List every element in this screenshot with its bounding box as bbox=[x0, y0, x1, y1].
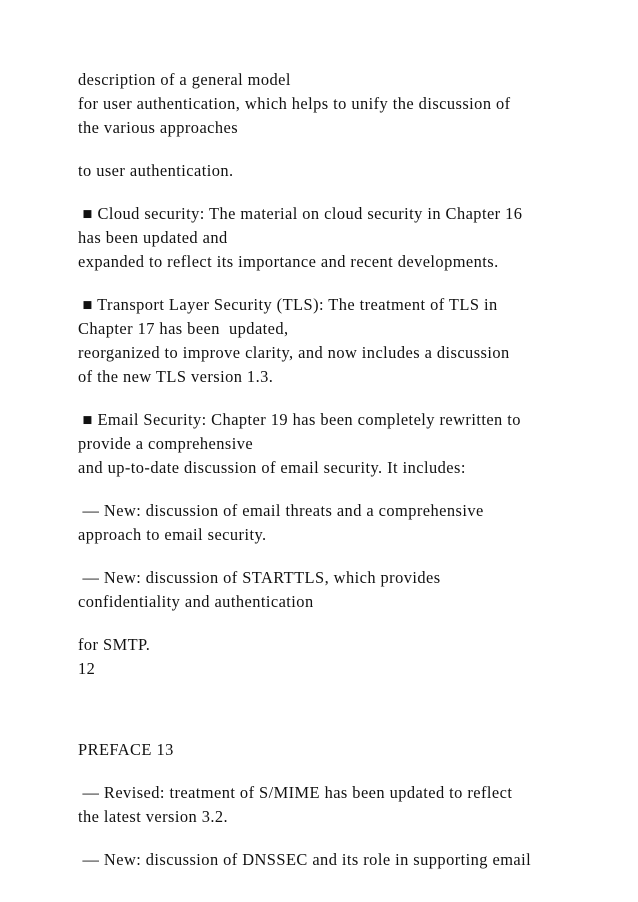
page-number: 12 bbox=[78, 659, 96, 678]
text-line: approach to email security. bbox=[78, 525, 267, 544]
text-line: the various approaches bbox=[78, 118, 239, 137]
running-header: PREFACE 13 bbox=[78, 740, 174, 759]
text-line: for SMTP. bbox=[78, 635, 151, 654]
text-line: reorganized to improve clarity, and now includes a discussion bbox=[78, 343, 510, 362]
bullet-tls: ■ Transport Layer Security (TLS): The treatment of TLS in bbox=[78, 295, 498, 314]
text-line: Chapter 17 has been updated, bbox=[78, 319, 289, 338]
text-line: has been updated and bbox=[78, 228, 228, 247]
text-line: of the new TLS version 1.3. bbox=[78, 367, 274, 386]
text-line: and up-to-date discussion of email security. It includes: bbox=[78, 458, 466, 477]
text-line: description of a general model bbox=[78, 70, 291, 89]
text-line: to user authentication. bbox=[78, 161, 234, 180]
subitem-dnssec: — New: discussion of DNSSEC and its role in supporting email bbox=[78, 850, 532, 869]
text-line: provide a comprehensive bbox=[78, 434, 254, 453]
text-line: the latest version 3.2. bbox=[78, 807, 229, 826]
subitem-email-threats: — New: discussion of email threats and a comprehensive bbox=[78, 501, 484, 520]
bullet-email-security: ■ Email Security: Chapter 19 has been completely rewritten to bbox=[78, 410, 521, 429]
subitem-smime: — Revised: treatment of S/MIME has been updated to reflect bbox=[78, 783, 513, 802]
subitem-starttls: — New: discussion of STARTTLS, which provides bbox=[78, 568, 441, 587]
text-line: expanded to reflect its importance and recent developments. bbox=[78, 252, 499, 271]
text-line: confidentiality and authentication bbox=[78, 592, 314, 611]
bullet-cloud-security: ■ Cloud security: The material on cloud security in Chapter 16 bbox=[78, 204, 523, 223]
text-line: for user authentication, which helps to unify the discussion of bbox=[78, 94, 511, 113]
